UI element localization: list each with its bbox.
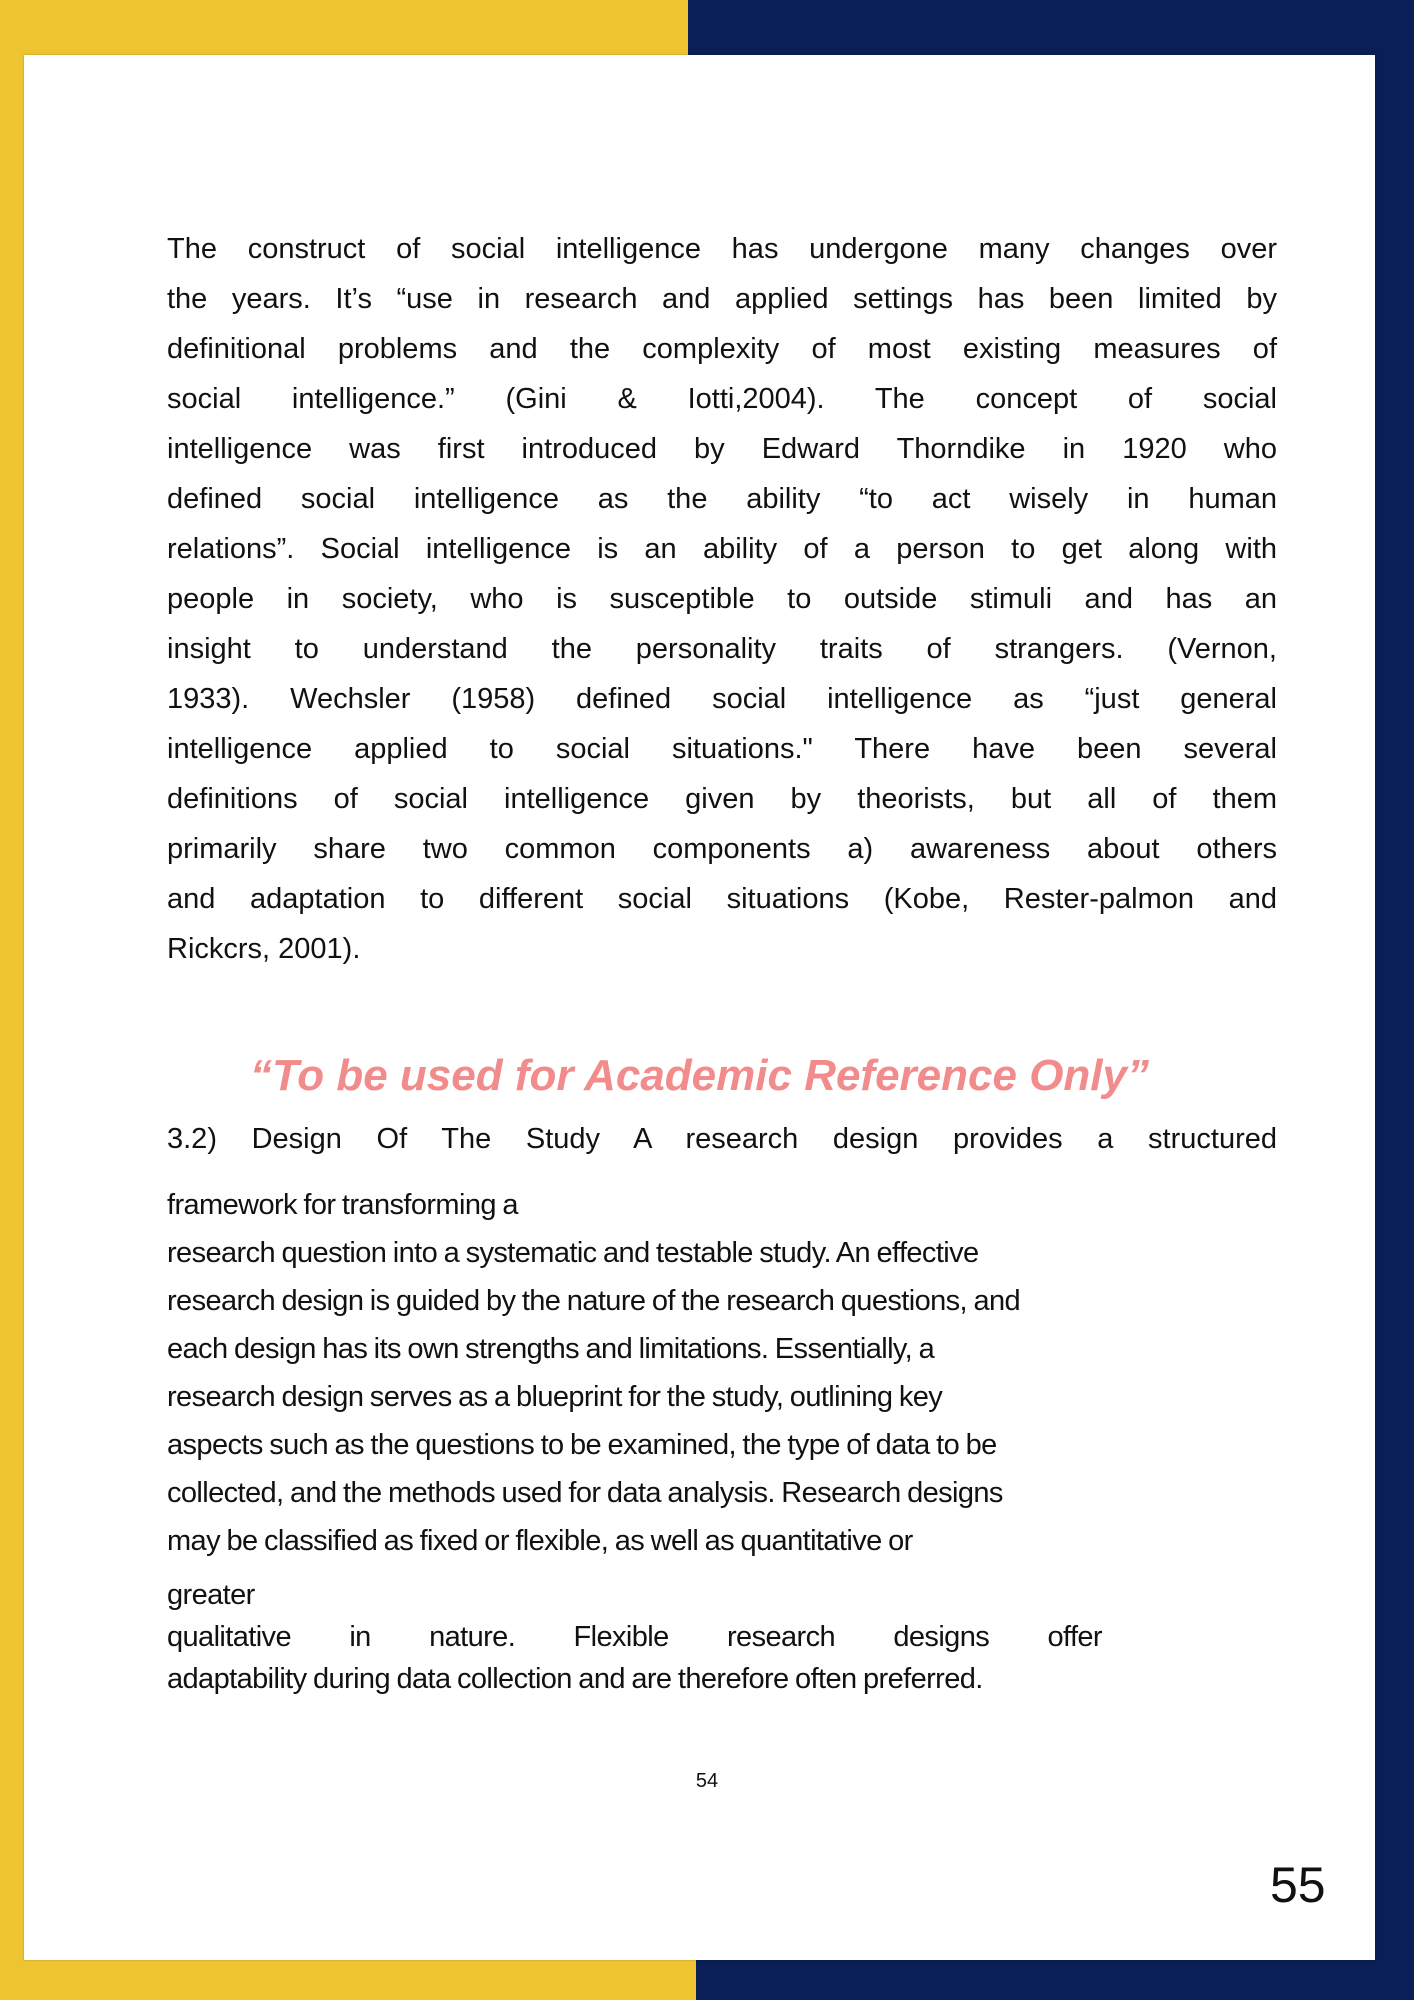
paragraph-line: research design serves as a blueprint for the study, outlining key (167, 1381, 943, 1413)
paragraph-line: insight to understand the personality traits of strangers. (Vernon, (167, 633, 1277, 665)
paragraph-line: 1933). Wechsler (1958) defined social intelligence as “just general (167, 683, 1277, 715)
paragraph-line: research design is guided by the nature of the research questions, and (167, 1285, 1021, 1317)
paragraph-line: The construct of social intelligence has undergone many changes over (167, 233, 1277, 265)
paragraph-line: Rickcrs, 2001). (167, 933, 361, 965)
paragraph-line: the years. It’s “use in research and applied settings has been limited by (167, 283, 1277, 315)
paragraph-line: aspects such as the questions to be examined, the type of data to be (167, 1429, 997, 1461)
paragraph-line: each design has its own strengths and limitations. Essentially, a (167, 1333, 935, 1365)
paragraph-line: definitional problems and the complexity of most existing measures of (167, 333, 1277, 365)
paragraph-line: may be classified as fixed or flexible, as well as quantitative or (167, 1525, 913, 1557)
paragraph-line: intelligence was first introduced by Edward Thorndike in 1920 who (167, 433, 1277, 465)
paragraph-line: research question into a systematic and testable study. An effective (167, 1237, 979, 1269)
outer-page-number: 55 (1270, 1857, 1326, 1913)
paragraph-line: social intelligence.” (Gini & Iotti,2004). The concept of social (167, 383, 1277, 415)
paragraph-line: framework for transforming a (167, 1189, 518, 1221)
paragraph-line: and adaptation to different social situations (Kobe, Rester-palmon and (167, 883, 1277, 915)
watermark: “To be used for Academic Reference Only” (250, 1051, 1149, 1100)
paragraph-line: primarily share two common components a) awareness about others (167, 833, 1277, 865)
paragraph-line: intelligence applied to social situations." There have been several (167, 733, 1277, 765)
inner-page-number: 54 (695, 1770, 719, 1792)
frame-yellow-bottom (0, 1960, 696, 2000)
paragraph-line: definitions of social intelligence given by theorists, but all of them (167, 783, 1277, 815)
qualitative-line: qualitative in nature. Flexible research designs offer (167, 1621, 1102, 1653)
final-line: adaptability during data collection and are therefore often preferred. (167, 1663, 983, 1695)
paragraph-line: people in society, who is susceptible to outside stimuli and has an (167, 583, 1277, 615)
paragraph-line: relations”. Social intelligence is an ability of a person to get along with (167, 533, 1277, 565)
paragraph-line: collected, and the methods used for data analysis. Research designs (167, 1477, 1003, 1509)
paragraph-line: defined social intelligence as the ability “to act wisely in human (167, 483, 1277, 515)
frame-yellow-left (0, 0, 24, 2000)
overlap-word-greater: greater (167, 1579, 255, 1611)
frame-yellow-top (0, 0, 688, 56)
section-heading-design-of-study: 3.2) Design Of The Study A research design provides a structured (167, 1123, 1277, 1155)
